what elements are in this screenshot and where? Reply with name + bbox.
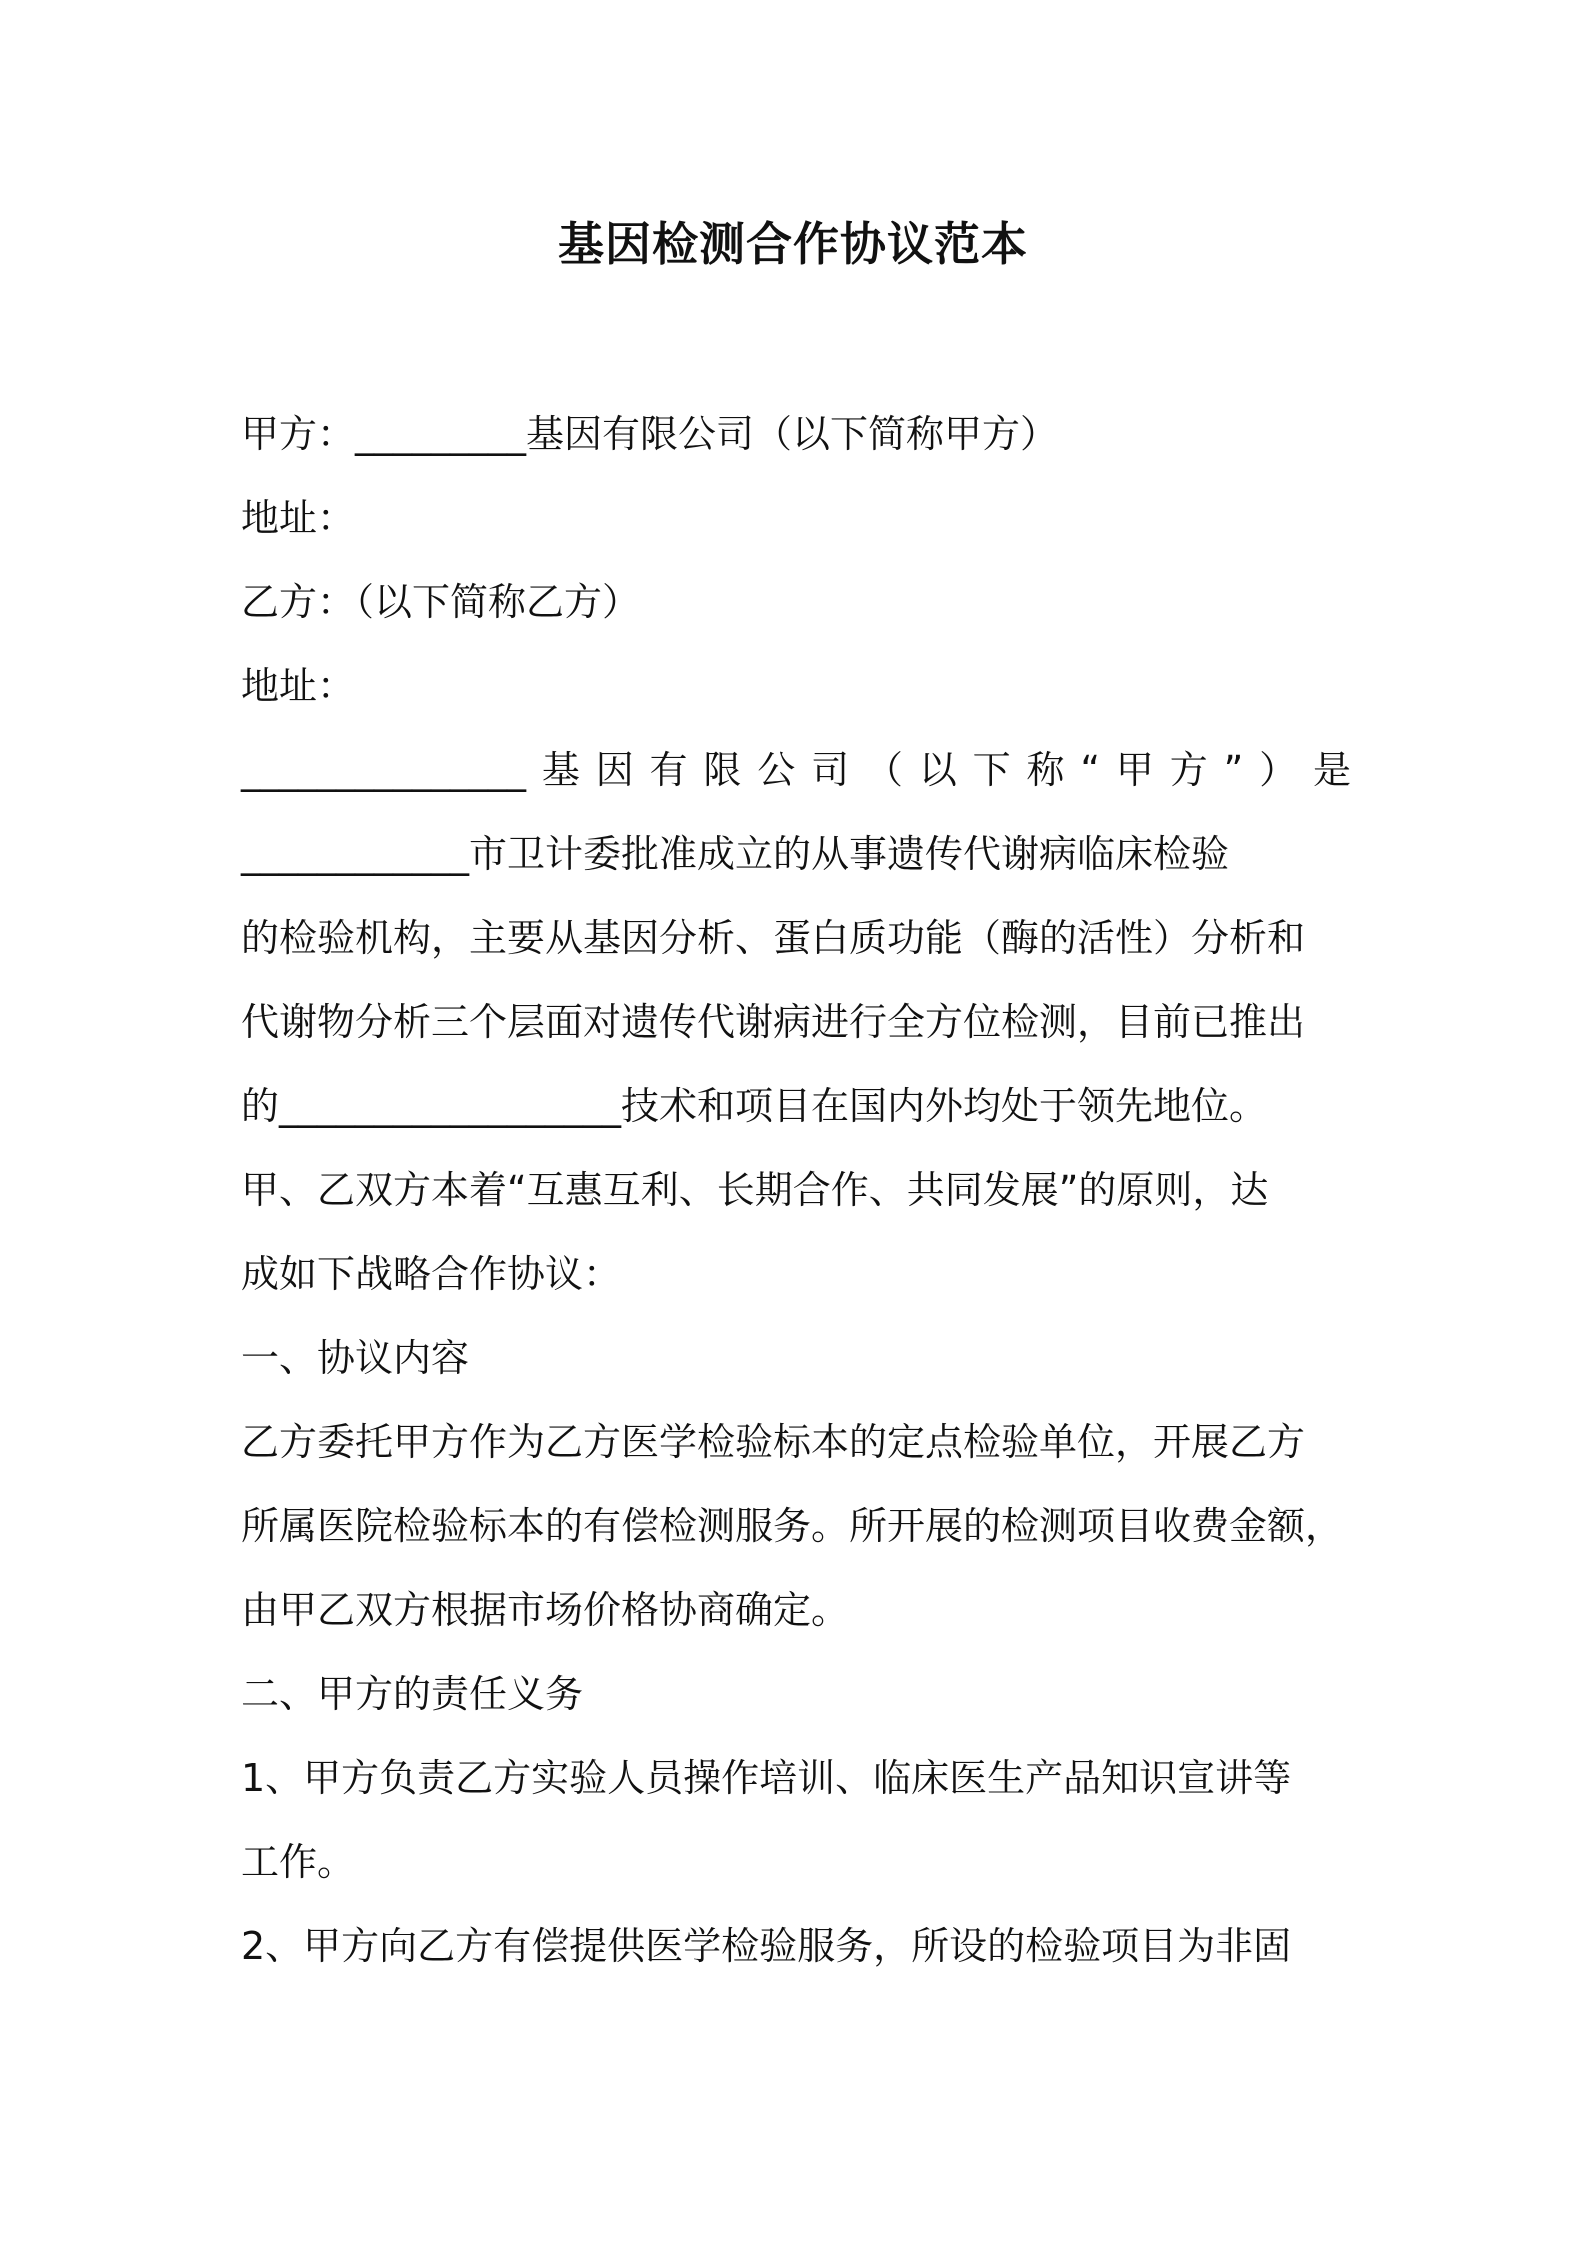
intro-line-3: 的检验机构，主要从基因分析、蛋白质功能（酶的活性）分析和 bbox=[241, 916, 1306, 960]
party-a-line: 甲方：_________基因有限公司（以下简称甲方） bbox=[241, 412, 1059, 456]
content-line-1: 乙方委托甲方作为乙方医学检验标本的定点检验单位，开展乙方 bbox=[241, 1420, 1306, 1464]
party-b-address: 地址： bbox=[241, 664, 356, 708]
content-line-2: 所属医院检验标本的有偿检测服务。所开展的检测项目收费金额， bbox=[241, 1504, 1344, 1548]
content-line-3: 由甲乙双方根据市场价格协商确定。 bbox=[241, 1588, 850, 1632]
intro-line-4: 代谢物分析三个层面对遗传代谢病进行全方位检测，目前已推出 bbox=[241, 1000, 1306, 1044]
party-b-line: 乙方：（以下简称乙方） bbox=[241, 580, 641, 624]
duty-line-3: 2、甲方向乙方有偿提供医学检验服务，所设的检验项目为非固 bbox=[241, 1924, 1292, 1968]
intro-line-2: ____________市卫计委批准成立的从事遗传代谢病临床检验 bbox=[241, 832, 1230, 876]
principle-line-2: 成如下战略合作协议： bbox=[241, 1252, 622, 1296]
principle-line-1: 甲、乙双方本着“互惠互利、长期合作、共同发展”的原则，达 bbox=[241, 1168, 1269, 1212]
party-a-address: 地址： bbox=[241, 496, 356, 540]
section-heading-1: 一、协议内容 bbox=[241, 1336, 470, 1380]
section-heading-2: 二、甲方的责任义务 bbox=[241, 1672, 584, 1716]
intro-line-1: _______________基因有限公司（以下称“甲方”）是 bbox=[241, 748, 1351, 792]
intro-line-5: 的__________________技术和项目在国内外均处于领先地位。 bbox=[241, 1084, 1268, 1128]
duty-line-2: 工作。 bbox=[241, 1840, 356, 1884]
duty-line-1: 1、甲方负责乙方实验人员操作培训、临床医生产品知识宣讲等 bbox=[241, 1756, 1292, 1800]
document-title: 基因检测合作协议范本 bbox=[558, 217, 1028, 271]
document-body bbox=[241, 404, 1356, 2000]
